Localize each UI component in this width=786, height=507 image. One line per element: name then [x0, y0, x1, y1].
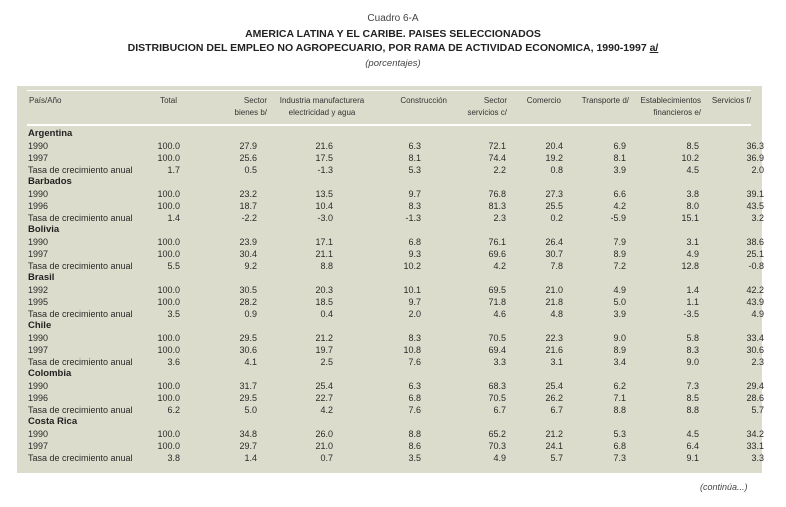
cell-servicios-f: 2.0: [751, 165, 764, 175]
cell-comercio: 3.1: [550, 357, 563, 367]
cell-total: 100.0: [157, 333, 180, 343]
cell-construccion: -1.3: [405, 213, 421, 223]
cell-industria: 8.8: [320, 261, 333, 271]
cell-sector-bienes: 9.2: [244, 261, 257, 271]
cell-comercio: 24.1: [545, 441, 563, 451]
cell-sector-bienes: 30.4: [239, 249, 257, 259]
table-row: [17, 140, 762, 152]
table-row: [17, 344, 762, 356]
row-label: 1990: [28, 237, 49, 247]
cell-servicios-f: 38.6: [746, 237, 764, 247]
cell-sector-servicios: 68.3: [488, 381, 506, 391]
cell-construccion: 10.2: [403, 261, 421, 271]
country-name: Costa Rica: [28, 416, 78, 427]
cell-financieros: 10.2: [681, 153, 699, 163]
cell-comercio: 20.4: [545, 141, 563, 151]
cell-transporte: 7.3: [613, 453, 626, 463]
table-row: [17, 332, 762, 344]
cell-transporte: 7.2: [613, 261, 626, 271]
row-label: 1997: [28, 345, 49, 355]
cell-transporte: 8.1: [613, 153, 626, 163]
cell-transporte: 5.0: [613, 297, 626, 307]
cell-sector-bienes: 30.6: [239, 345, 257, 355]
cell-servicios-f: 34.2: [746, 429, 764, 439]
row-label: 1990: [28, 333, 49, 343]
cell-industria: 21.1: [315, 249, 333, 259]
cell-transporte: 3.9: [613, 309, 626, 319]
cell-industria: 21.6: [315, 141, 333, 151]
cell-comercio: 25.5: [545, 201, 563, 211]
cell-construccion: 7.6: [408, 405, 421, 415]
col-header-servicios-f: Servicios f/: [711, 96, 751, 105]
cell-servicios-f: 33.1: [746, 441, 764, 451]
table-row: [17, 404, 762, 416]
cell-sector-servicios: 71.8: [488, 297, 506, 307]
cell-sector-servicios: 4.6: [493, 309, 506, 319]
cell-sector-bienes: 23.9: [239, 237, 257, 247]
country-row: [17, 224, 762, 236]
cell-comercio: 0.2: [550, 213, 563, 223]
col-header-industria: [272, 95, 372, 119]
cell-financieros: 4.9: [686, 249, 699, 259]
cell-transporte: 8.8: [613, 405, 626, 415]
cell-industria: 19.7: [315, 345, 333, 355]
cell-total: 100.0: [157, 153, 180, 163]
cell-transporte: 4.2: [613, 201, 626, 211]
cell-transporte: 6.8: [613, 441, 626, 451]
cell-construccion: 2.0: [408, 309, 421, 319]
table-row: [17, 248, 762, 260]
cell-industria: 10.4: [315, 201, 333, 211]
table-row: [17, 212, 762, 224]
cell-servicios-f: 42.2: [746, 285, 764, 295]
cell-transporte: 4.9: [613, 285, 626, 295]
cell-total: 3.8: [167, 453, 180, 463]
cell-sector-bienes: 1.4: [244, 453, 257, 463]
cell-financieros: 4.5: [686, 165, 699, 175]
cell-sector-bienes: 23.2: [239, 189, 257, 199]
cell-servicios-f: 39.1: [746, 189, 764, 199]
cell-total: 3.5: [167, 309, 180, 319]
cell-sector-bienes: 27.9: [239, 141, 257, 151]
cell-industria: 4.2: [320, 405, 333, 415]
country-row: [17, 368, 762, 380]
cell-construccion: 8.8: [408, 429, 421, 439]
cell-total: 100.0: [157, 249, 180, 259]
cell-industria: 17.5: [315, 153, 333, 163]
cell-servicios-f: 30.6: [746, 345, 764, 355]
cell-sector-bienes: 31.7: [239, 381, 257, 391]
col-header-line: financieros e/: [653, 108, 701, 117]
cell-construccion: 6.3: [408, 381, 421, 391]
cell-financieros: 15.1: [681, 213, 699, 223]
cell-construccion: 8.3: [408, 201, 421, 211]
cell-total: 100.0: [157, 189, 180, 199]
table-row: [17, 260, 762, 272]
country-row: [17, 176, 762, 188]
cell-servicios-f: -0.8: [748, 261, 764, 271]
cell-servicios-f: 33.4: [746, 333, 764, 343]
cell-servicios-f: 3.2: [751, 213, 764, 223]
cell-transporte: 8.9: [613, 345, 626, 355]
cell-construccion: 3.5: [408, 453, 421, 463]
cell-financieros: 8.3: [686, 345, 699, 355]
cell-sector-servicios: 2.2: [493, 165, 506, 175]
cell-sector-servicios: 4.9: [493, 453, 506, 463]
cell-sector-bienes: 0.9: [244, 309, 257, 319]
cell-financieros: 8.5: [686, 393, 699, 403]
col-header-sector-bienes: [207, 95, 267, 119]
cell-total: 100.0: [157, 441, 180, 451]
table-row: [17, 152, 762, 164]
row-label: 1996: [28, 201, 49, 211]
cell-construccion: 7.6: [408, 357, 421, 367]
cell-industria: 17.1: [315, 237, 333, 247]
cell-construccion: 10.1: [403, 285, 421, 295]
row-label: 1997: [28, 153, 49, 163]
cell-total: 6.2: [167, 405, 180, 415]
col-header-construccion: Construcción: [400, 96, 447, 105]
cell-industria: 18.5: [315, 297, 333, 307]
row-label: 1997: [28, 441, 49, 451]
row-label: 1990: [28, 141, 49, 151]
cell-sector-servicios: 69.4: [488, 345, 506, 355]
cell-financieros: 1.1: [686, 297, 699, 307]
table-row: [17, 200, 762, 212]
country-name: Bolivia: [28, 224, 60, 235]
country-name: Brasil: [28, 272, 55, 283]
row-label: Tasa de crecimiento anual: [28, 357, 133, 367]
cell-industria: 2.5: [320, 357, 333, 367]
cell-comercio: 21.2: [545, 429, 563, 439]
row-label: Tasa de crecimiento anual: [28, 165, 133, 175]
cell-sector-servicios: 2.3: [493, 213, 506, 223]
country-row: [17, 272, 762, 284]
col-header-line: servicios c/: [467, 108, 507, 117]
cell-total: 100.0: [157, 201, 180, 211]
cell-construccion: 6.8: [408, 393, 421, 403]
cell-construccion: 9.7: [408, 189, 421, 199]
row-label: 1997: [28, 249, 49, 259]
cell-industria: 0.4: [320, 309, 333, 319]
cell-transporte: 7.9: [613, 237, 626, 247]
row-label: Tasa de crecimiento anual: [28, 213, 133, 223]
table-row: [17, 164, 762, 176]
cell-sector-servicios: 69.6: [488, 249, 506, 259]
cell-servicios-f: 43.9: [746, 297, 764, 307]
cell-sector-servicios: 3.3: [493, 357, 506, 367]
cell-servicios-f: 5.7: [751, 405, 764, 415]
country-name: Barbados: [28, 176, 72, 187]
country-name: Argentina: [28, 128, 73, 139]
country-name: Colombia: [28, 368, 72, 379]
cell-financieros: -3.5: [683, 309, 699, 319]
cell-transporte: 7.1: [613, 393, 626, 403]
country-row: [17, 416, 762, 428]
cell-comercio: 25.4: [545, 381, 563, 391]
cell-total: 100.0: [157, 381, 180, 391]
row-label: Tasa de crecimiento anual: [28, 453, 133, 463]
cell-construccion: 10.8: [403, 345, 421, 355]
country-name: Chile: [28, 320, 52, 331]
cell-sector-servicios: 72.1: [488, 141, 506, 151]
cell-transporte: 9.0: [613, 333, 626, 343]
cell-transporte: 8.9: [613, 249, 626, 259]
cell-transporte: -5.9: [610, 213, 626, 223]
col-header-sector-servicios: [457, 95, 507, 119]
cell-total: 100.0: [157, 345, 180, 355]
cell-total: 100.0: [157, 393, 180, 403]
col-header-comercio: Comercio: [526, 96, 561, 105]
cell-sector-servicios: 76.8: [488, 189, 506, 199]
cell-transporte: 6.2: [613, 381, 626, 391]
cell-sector-servicios: 4.2: [493, 261, 506, 271]
cell-transporte: 5.3: [613, 429, 626, 439]
col-header-total: Total: [160, 96, 177, 105]
col-header-transporte: Transporte d/: [581, 96, 629, 105]
cell-financieros: 8.5: [686, 141, 699, 151]
col-header-line: Sector: [243, 96, 267, 105]
cell-comercio: 26.4: [545, 237, 563, 247]
cell-sector-servicios: 70.3: [488, 441, 506, 451]
cell-financieros: 8.0: [686, 201, 699, 211]
cell-construccion: 6.8: [408, 237, 421, 247]
cell-comercio: 7.8: [550, 261, 563, 271]
table-row: [17, 452, 762, 464]
cell-construccion: 6.3: [408, 141, 421, 151]
cell-sector-servicios: 76.1: [488, 237, 506, 247]
country-row: [17, 320, 762, 332]
cell-total: 3.6: [167, 357, 180, 367]
table-number: Cuadro 6-A: [367, 13, 419, 24]
table-row: [17, 392, 762, 404]
cell-financieros: 9.1: [686, 453, 699, 463]
cell-comercio: 30.7: [545, 249, 563, 259]
cell-sector-servicios: 69.5: [488, 285, 506, 295]
cell-financieros: 6.4: [686, 441, 699, 451]
cell-sector-bienes: 29.7: [239, 441, 257, 451]
cell-servicios-f: 28.6: [746, 393, 764, 403]
cell-transporte: 3.9: [613, 165, 626, 175]
table-header-rule: [27, 124, 751, 126]
cell-sector-bienes: 28.2: [239, 297, 257, 307]
cell-sector-servicios: 65.2: [488, 429, 506, 439]
cell-financieros: 12.8: [681, 261, 699, 271]
cell-comercio: 26.2: [545, 393, 563, 403]
row-label: 1990: [28, 429, 49, 439]
cell-servicios-f: 36.3: [746, 141, 764, 151]
col-header-line: Sector: [483, 96, 507, 105]
cell-sector-bienes: 4.1: [244, 357, 257, 367]
cell-total: 5.5: [167, 261, 180, 271]
cell-total: 100.0: [157, 429, 180, 439]
table-title-text: DISTRIBUCION DEL EMPLEO NO AGROPECUARIO, POR RAMA DE ACTIVIDAD ECONOMICA, 1990-1997: [127, 42, 647, 54]
cell-comercio: 21.0: [545, 285, 563, 295]
cell-comercio: 4.8: [550, 309, 563, 319]
cell-total: 1.4: [167, 213, 180, 223]
table-body: [17, 128, 762, 464]
cell-construccion: 9.3: [408, 249, 421, 259]
cell-sector-bienes: 18.7: [239, 201, 257, 211]
cell-comercio: 6.7: [550, 405, 563, 415]
cell-financieros: 7.3: [686, 381, 699, 391]
cell-sector-bienes: 5.0: [244, 405, 257, 415]
cell-total: 100.0: [157, 141, 180, 151]
cell-construccion: 8.3: [408, 333, 421, 343]
cell-sector-servicios: 6.7: [493, 405, 506, 415]
row-label: 1990: [28, 189, 49, 199]
cell-financieros: 4.5: [686, 429, 699, 439]
table-row: [17, 356, 762, 368]
cell-industria: 13.5: [315, 189, 333, 199]
data-table: [17, 86, 762, 473]
cell-industria: 25.4: [315, 381, 333, 391]
cell-servicios-f: 2.3: [751, 357, 764, 367]
cell-total: 100.0: [157, 297, 180, 307]
row-label: 1996: [28, 393, 49, 403]
cell-total: 100.0: [157, 237, 180, 247]
continued-note: (continúa...): [700, 482, 748, 492]
cell-financieros: 1.4: [686, 285, 699, 295]
cell-construccion: 5.3: [408, 165, 421, 175]
table-title: AMERICA LATINA Y EL CARIBE. PAISES SELECCIONADOS: [245, 28, 541, 40]
cell-sector-servicios: 74.4: [488, 153, 506, 163]
cell-construccion: 8.6: [408, 441, 421, 451]
row-label: Tasa de crecimiento anual: [28, 405, 133, 415]
cell-financieros: 5.8: [686, 333, 699, 343]
table-subtitle-main: [0, 42, 786, 54]
table-top-rule: [27, 90, 751, 91]
cell-sector-servicios: 70.5: [488, 333, 506, 343]
row-label: Tasa de crecimiento anual: [28, 309, 133, 319]
cell-financieros: 3.1: [686, 237, 699, 247]
cell-comercio: 22.3: [545, 333, 563, 343]
row-label: Tasa de crecimiento anual: [28, 261, 133, 271]
cell-transporte: 6.6: [613, 189, 626, 199]
cell-sector-bienes: 29.5: [239, 333, 257, 343]
country-row: [17, 128, 762, 140]
cell-sector-bienes: 30.5: [239, 285, 257, 295]
table-row: [17, 308, 762, 320]
row-label: 1990: [28, 381, 49, 391]
cell-industria: 26.0: [315, 429, 333, 439]
cell-servicios-f: 4.9: [751, 309, 764, 319]
cell-comercio: 21.6: [545, 345, 563, 355]
cell-sector-bienes: 0.5: [244, 165, 257, 175]
col-header-pais: País/Año: [29, 96, 62, 105]
cell-total: 100.0: [157, 285, 180, 295]
cell-comercio: 5.7: [550, 453, 563, 463]
cell-servicios-f: 25.1: [746, 249, 764, 259]
cell-servicios-f: 43.5: [746, 201, 764, 211]
cell-construccion: 8.1: [408, 153, 421, 163]
cell-comercio: 27.3: [545, 189, 563, 199]
cell-sector-servicios: 70.5: [488, 393, 506, 403]
table-row: [17, 188, 762, 200]
col-header-line: electricidad y agua: [288, 108, 356, 117]
cell-servicios-f: 3.3: [751, 453, 764, 463]
cell-industria: 0.7: [320, 453, 333, 463]
cell-comercio: 21.8: [545, 297, 563, 307]
cell-comercio: 0.8: [550, 165, 563, 175]
cell-construccion: 9.7: [408, 297, 421, 307]
cell-sector-bienes: 29.5: [239, 393, 257, 403]
cell-sector-bienes: 25.6: [239, 153, 257, 163]
cell-industria: 22.7: [315, 393, 333, 403]
row-label: 1995: [28, 297, 49, 307]
col-header-line: bienes b/: [234, 108, 267, 117]
cell-comercio: 19.2: [545, 153, 563, 163]
table-row: [17, 296, 762, 308]
cell-industria: 21.2: [315, 333, 333, 343]
cell-transporte: 6.9: [613, 141, 626, 151]
cell-transporte: 3.4: [613, 357, 626, 367]
cell-servicios-f: 29.4: [746, 381, 764, 391]
table-row: [17, 440, 762, 452]
table-row: [17, 428, 762, 440]
cell-financieros: 3.8: [686, 189, 699, 199]
footnote-link[interactable]: a/: [649, 42, 659, 54]
cell-industria: 20.3: [315, 285, 333, 295]
row-label: 1992: [28, 285, 49, 295]
table-row: [17, 380, 762, 392]
cell-financieros: 9.0: [686, 357, 699, 367]
cell-industria: -1.3: [317, 165, 333, 175]
cell-financieros: 8.8: [686, 405, 699, 415]
col-header-financieros: [631, 95, 701, 119]
cell-total: 1.7: [167, 165, 180, 175]
table-units: (porcentajes): [365, 58, 421, 69]
col-header-line: Establecimientos: [640, 96, 701, 105]
cell-industria: 21.0: [315, 441, 333, 451]
cell-sector-servicios: 81.3: [488, 201, 506, 211]
table-row: [17, 236, 762, 248]
col-header-line: Industria manufacturera: [279, 96, 365, 105]
table-row: [17, 284, 762, 296]
cell-servicios-f: 36.9: [746, 153, 764, 163]
cell-sector-bienes: -2.2: [241, 213, 257, 223]
cell-industria: -3.0: [317, 213, 333, 223]
cell-sector-bienes: 34.8: [239, 429, 257, 439]
